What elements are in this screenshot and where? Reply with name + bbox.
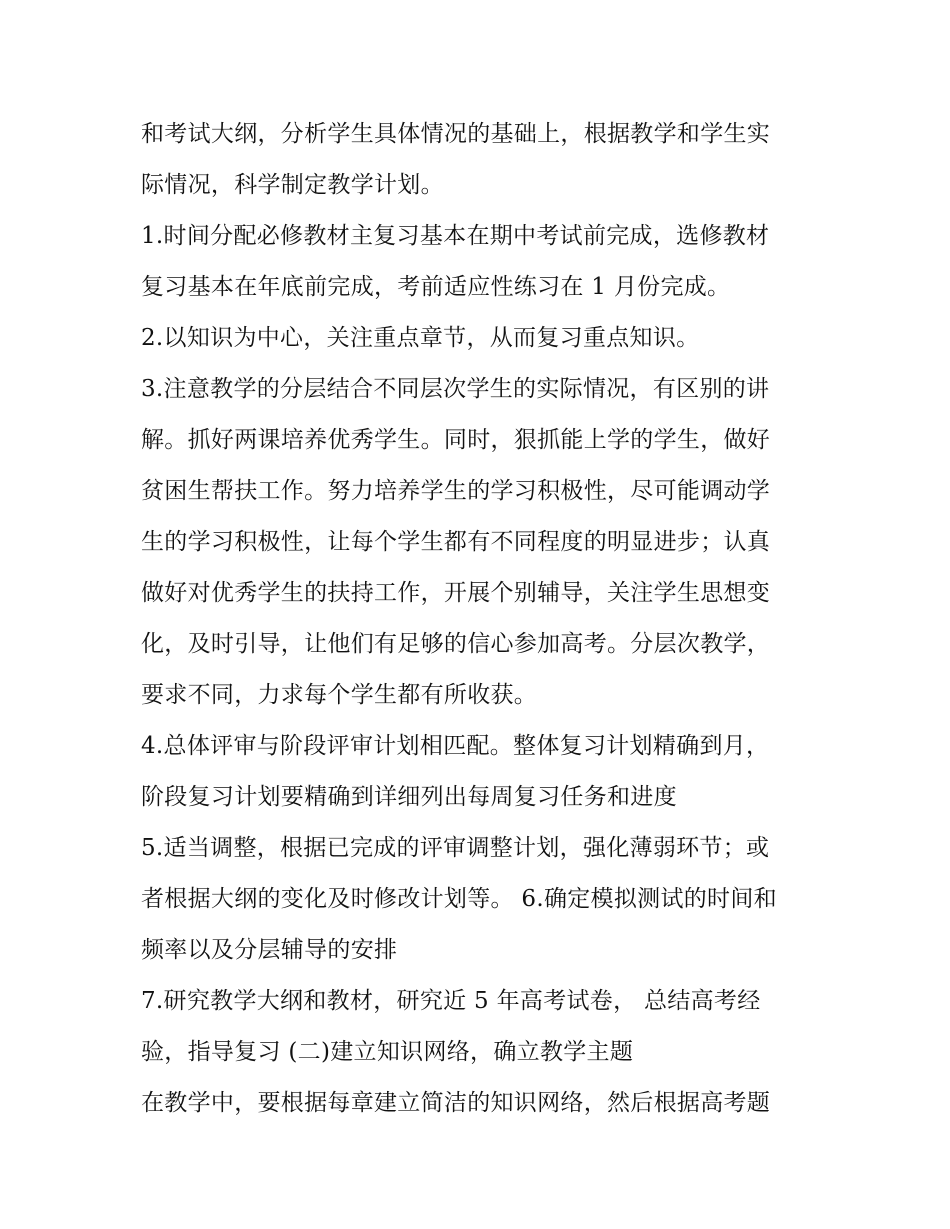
text-line: 频率以及分层辅导的安排 xyxy=(141,937,398,963)
text-line: 解。抓好两课培养优秀学生。同时，狠抓能上学的学生，做好 xyxy=(141,427,771,453)
text-line: 3.注意教学的分层结合不同层次学生的实际情况，有区别的讲 xyxy=(141,376,770,402)
text-line: 做好对优秀学生的扶持工作，开展个别辅导，关注学生思想变 xyxy=(141,580,771,606)
text-line: 1.时间分配必修教材主复习基本在期中考试前完成，选修教材 xyxy=(141,223,770,249)
text-line: 和考试大纲，分析学生具体情况的基础上，根据教学和学生实 xyxy=(141,121,771,147)
text-line: 在教学中，要根据每章建立简洁的知识网络，然后根据高考题 xyxy=(141,1090,771,1116)
text-line: 际情况，科学制定教学计划。 xyxy=(141,172,444,198)
text-line: 生的学习积极性，让每个学生都有不同程度的明显进步；认真 xyxy=(141,529,771,555)
text-line: 5.适当调整，根据已完成的评审调整计划，强化薄弱环节；或 xyxy=(141,835,770,861)
text-line: 化，及时引导，让他们有足够的信心参加高考。分层次教学， xyxy=(141,631,771,657)
text-line: 复习基本在年底前完成，考前适应性练习在 1 月份完成。 xyxy=(141,274,731,300)
text-line: 要求不同，力求每个学生都有所收获。 xyxy=(141,682,538,708)
text-line: 者根据大纲的变化及时修改计划等。 6.确定模拟测试的时间和 xyxy=(141,886,777,912)
text-line: 7.研究教学大纲和教材，研究近 5 年高考试卷， 总结高考经 xyxy=(141,988,761,1014)
body-text xyxy=(141,109,821,1129)
text-line: 4.总体评审与阶段评审计划相匹配。整体复习计划精确到月， xyxy=(141,733,770,759)
text-line: 2.以知识为中心，关注重点章节，从而复习重点知识。 xyxy=(141,325,700,351)
text-line: 验，指导复习 (二)建立知识网络，确立教学主题 xyxy=(141,1039,634,1065)
text-line: 贫困生帮扶工作。努力培养学生的学习积极性，尽可能调动学 xyxy=(141,478,771,504)
text-line: 阶段复习计划要精确到详细列出每周复习任务和进度 xyxy=(141,784,677,810)
